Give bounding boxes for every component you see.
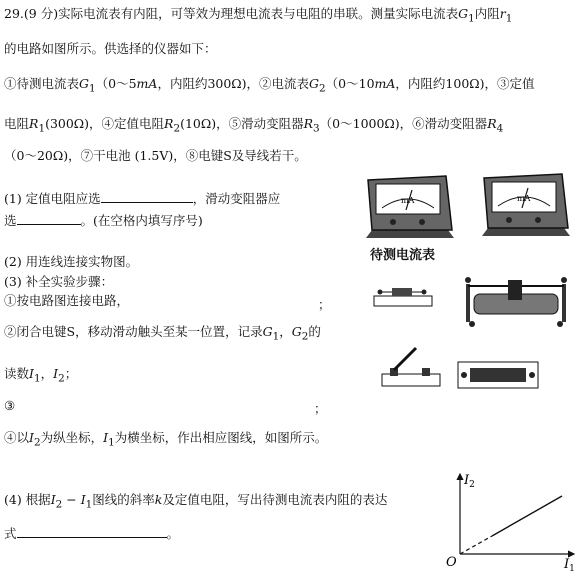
step2-cont: [4, 366, 77, 387]
subscript: 1: [33, 372, 41, 385]
subscript: 1: [89, 82, 96, 95]
subscript: 2: [301, 330, 309, 343]
subscript: 2: [58, 372, 65, 385]
part4-text: 。: [166, 526, 180, 541]
question-number: 29.: [4, 6, 24, 21]
meter-unit-label: mA: [517, 194, 531, 203]
ammeter-under-test-image: [358, 172, 458, 244]
answer-blank-expression[interactable]: [17, 525, 167, 538]
instrument-line1: [4, 76, 535, 97]
terminal: [535, 217, 541, 223]
rheostat-image: [462, 274, 574, 330]
x-axis-subscript: 1: [569, 564, 575, 571]
unit-ma: mA: [374, 76, 396, 91]
terminal: [378, 290, 383, 295]
subscript: 2: [319, 82, 326, 95]
symbol-g1: G: [262, 324, 273, 339]
subscript: 2: [33, 436, 41, 449]
instrument-text: ①待测电流表: [4, 76, 80, 91]
step-text: ，: [40, 366, 54, 381]
symbol-i1: I: [29, 366, 34, 381]
switch-blade: [394, 348, 416, 370]
part4-line1: [4, 492, 387, 513]
x-axis-label: [563, 557, 575, 571]
battery-image: [456, 356, 542, 392]
meter-base: [482, 228, 570, 236]
part1-text: 选: [4, 213, 17, 228]
step-text: ，: [279, 324, 292, 339]
question-score: (9 分): [23, 6, 59, 21]
step3: ③: [4, 398, 16, 413]
y-axis-subscript: 2: [469, 480, 475, 490]
rheostat-end: [466, 284, 470, 322]
part4-text: −: [62, 492, 81, 507]
origin-label: O: [446, 555, 457, 570]
step-text: 为纵坐标，: [40, 430, 104, 445]
terminal: [465, 277, 471, 283]
step-text: 为横坐标，作出相应图线，如图所示。: [114, 430, 328, 445]
data-line: [492, 496, 562, 536]
part4-text: (4) 根据: [4, 492, 51, 507]
resistor-body: [392, 288, 412, 296]
part4-text: 图线的斜率: [92, 492, 155, 507]
meter-caption: 待测电流表: [370, 248, 436, 263]
subscript: 2: [55, 498, 63, 511]
subscript: 1: [108, 436, 115, 449]
terminal: [561, 277, 567, 283]
y-axis-label: [463, 473, 475, 490]
terminal: [506, 217, 512, 223]
symbol-r1: R: [29, 116, 39, 131]
symbol-r4: R: [487, 116, 497, 131]
resistor-base: [374, 296, 432, 306]
part4-text: 式: [4, 526, 17, 541]
step-text: ；: [64, 366, 78, 381]
symbol-i2: I: [29, 430, 34, 445]
step-text: 的: [308, 324, 321, 339]
symbol-g2: G: [309, 76, 320, 91]
extrapolated-segment: [460, 536, 492, 554]
answer-blank-rheostat[interactable]: [17, 212, 81, 225]
slider: [508, 280, 522, 300]
subscript: 1: [272, 330, 280, 343]
part1-line2: [4, 212, 203, 229]
step-text: ①按电路图连接电路，: [4, 293, 130, 308]
part3-title: (3) 补全实验步骤：: [4, 274, 114, 289]
subscript: 3: [313, 122, 320, 135]
subscript: 1: [505, 12, 513, 25]
step-text: ④以: [4, 430, 30, 445]
symbol-g1: G: [79, 76, 90, 91]
question-stem-line2: [4, 41, 217, 57]
subscript: 1: [38, 122, 46, 135]
symbol-i1: I: [80, 492, 86, 507]
symbol-i1: I: [103, 430, 109, 445]
symbol-k: k: [154, 492, 163, 507]
instrument-line3: [4, 148, 307, 164]
meter-base: [366, 230, 454, 238]
y-axis-symbol: I: [464, 473, 470, 488]
terminal: [461, 372, 467, 378]
terminal: [469, 321, 475, 327]
step-text: ②闭合电键S，移动滑动触头至某一位置，记录: [4, 324, 263, 339]
instrument-text: （0～5: [95, 76, 137, 91]
symbol-i2: I: [53, 366, 59, 381]
part2-text: (2) 用连线连接实物图。: [4, 254, 139, 269]
step1-end: ；: [318, 297, 331, 312]
ammeter-image: [474, 170, 574, 242]
symbol-i2: I: [50, 492, 56, 507]
instrument-text: ，内阻约100Ω)，③定值: [395, 76, 535, 91]
part1-text: (1) 定值电阻应选: [4, 191, 101, 206]
subscript: 1: [468, 12, 475, 25]
terminal: [422, 290, 427, 295]
terminal: [419, 219, 425, 225]
stem-text: 实际电流表有内阻，可等效为理想电流表与电阻的串联。测量实际电流表: [58, 6, 459, 21]
instrument-text: 电阻: [4, 116, 30, 131]
x-axis-symbol: I: [564, 557, 570, 571]
part1-text: 。(在空格内填写序号): [80, 213, 203, 228]
subscript: 4: [496, 122, 504, 135]
part4-line2: [4, 525, 179, 542]
instrument-text: ，内阻约300Ω)，②电流表: [157, 76, 310, 91]
switch-image: [380, 344, 442, 392]
part4-text: 及定值电阻，写出待测电流表内阻的表达: [162, 492, 388, 507]
instrument-line2: [4, 116, 503, 137]
instrument-text: (300Ω)，④定值电阻: [45, 116, 165, 131]
answer-blank-resistor[interactable]: [101, 190, 193, 203]
symbol-g2: G: [291, 324, 302, 339]
stem-text: 内阻: [474, 6, 500, 21]
battery-cell: [470, 368, 526, 382]
rheostat-end: [562, 284, 566, 322]
instrument-text: （0～1000Ω)，⑥滑动变阻器: [319, 116, 488, 131]
i2-i1-graph: [440, 468, 581, 571]
terminal: [557, 321, 563, 327]
step1: [4, 293, 129, 309]
question-stem-line1: [4, 6, 512, 27]
part1-text: ，滑动变阻器应: [192, 191, 281, 206]
terminal: [390, 219, 396, 225]
instrument-text: （0～10: [325, 76, 375, 91]
step3-end: ；: [314, 401, 327, 416]
subscript: 1: [85, 498, 93, 511]
instrument-text: （0～20Ω)，⑦干电池 (1.5V)，⑧电键S及导线若干。: [4, 148, 307, 163]
part1-line1: [4, 190, 280, 207]
symbol-g1: G: [458, 6, 469, 21]
subscript: 2: [173, 122, 181, 135]
unit-ma: mA: [136, 76, 158, 91]
fixed-resistor-image: [372, 282, 434, 312]
terminal: [529, 372, 535, 378]
symbol-r1: r: [499, 6, 506, 21]
switch-post: [422, 368, 430, 376]
step4: [4, 430, 327, 451]
symbol-r3: R: [303, 116, 314, 131]
meter-unit-label: mA: [401, 196, 415, 205]
instrument-text: (10Ω)，⑤滑动变阻器: [180, 116, 304, 131]
stem-text: 的电路如图所示。供选择的仪器如下：: [4, 41, 217, 56]
step-text: 读数: [4, 366, 30, 381]
step2: [4, 324, 321, 345]
symbol-r2: R: [164, 116, 174, 131]
